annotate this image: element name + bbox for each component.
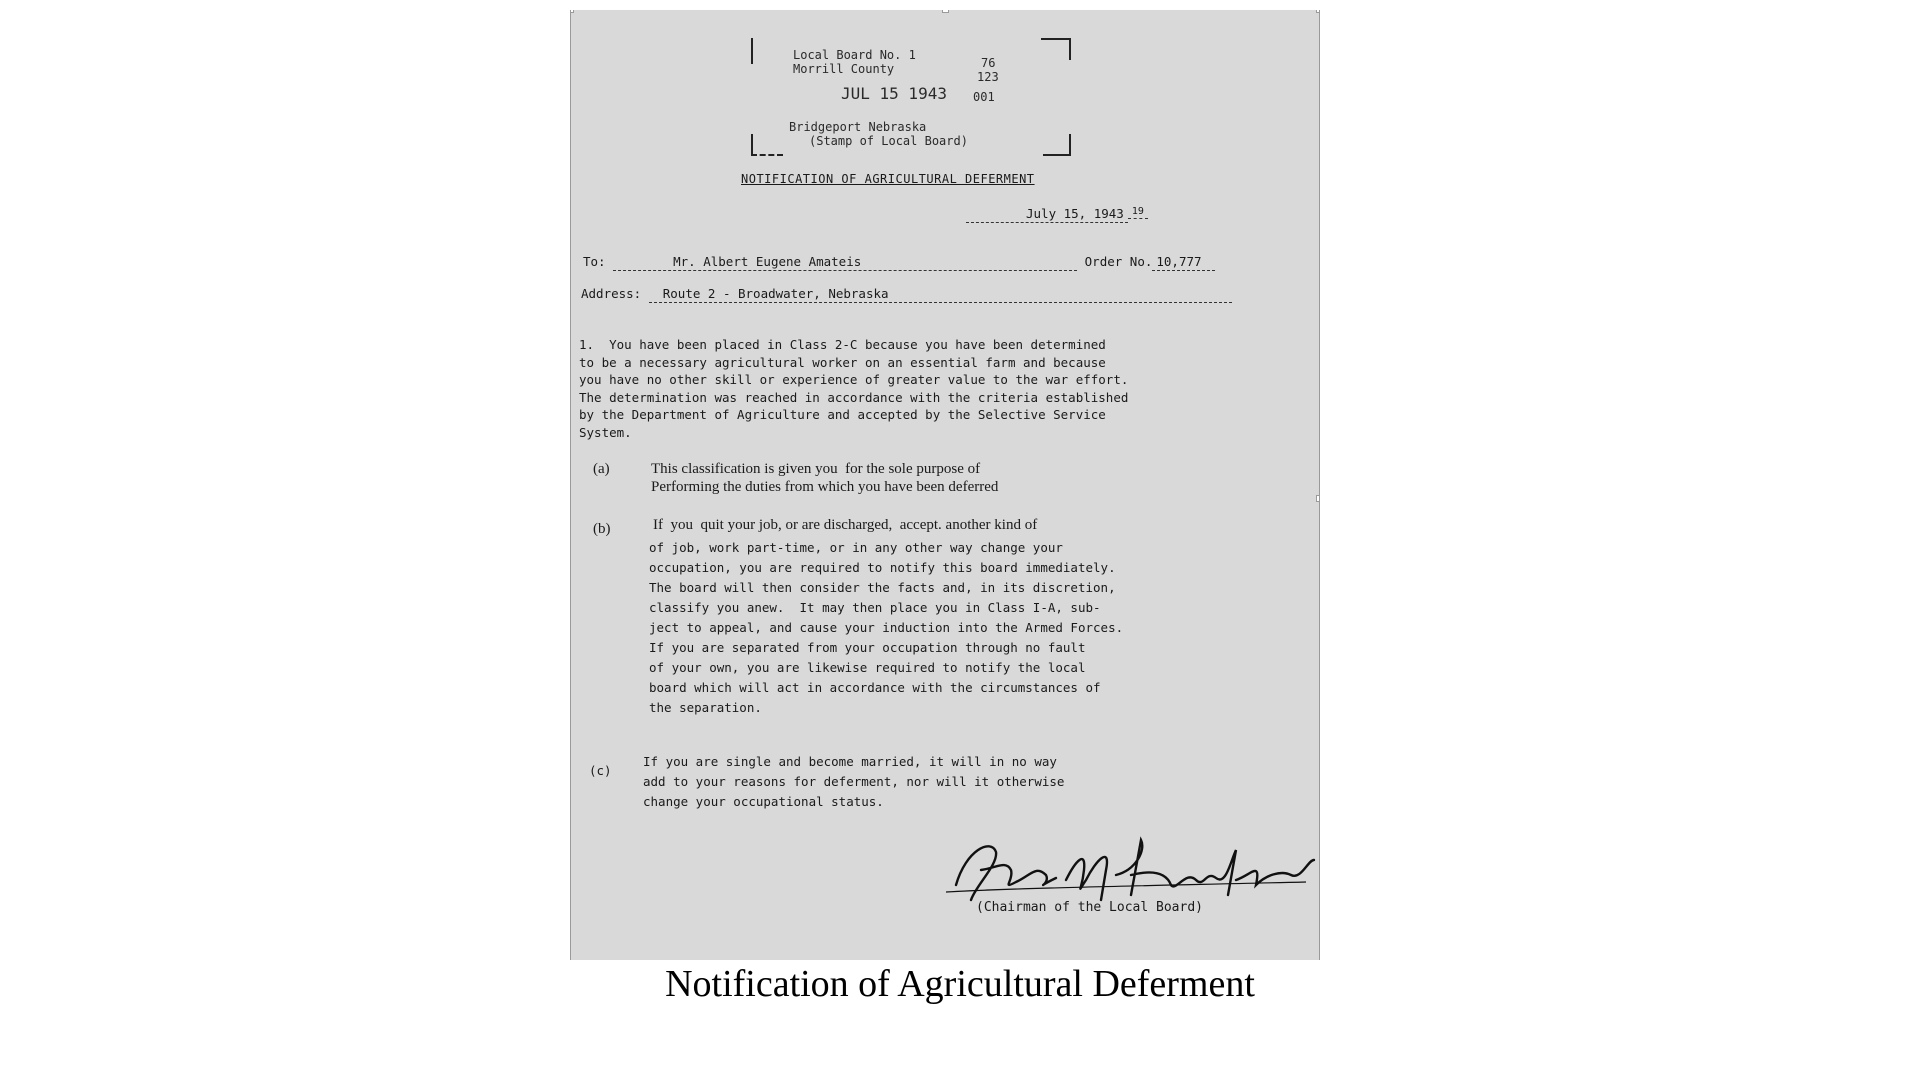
stamp-board: Local Board No. 1 <box>793 48 916 62</box>
scanned-document <box>570 10 1320 960</box>
clause-a-label: (a) <box>593 461 610 477</box>
stamp-corner <box>751 134 783 156</box>
clause-a-text: This classification is given you for the sole purpose of Performing the duties from which you have been deferred <box>651 461 999 495</box>
handwritten-signature-image <box>936 830 1316 910</box>
resize-handle-top-right[interactable] <box>1316 10 1320 13</box>
stamp-corner <box>1043 134 1071 156</box>
local-board-stamp <box>751 38 1071 168</box>
resize-handle-top-left[interactable] <box>570 10 574 13</box>
resize-handle-top[interactable] <box>942 10 949 13</box>
stamp-county: Morrill County <box>793 62 895 76</box>
order-value: 10,777 <box>1152 254 1215 271</box>
date-value: July 15, 1943 <box>966 206 1128 223</box>
document-title: NOTIFICATION OF AGRICULTURAL DEFERMENT <box>741 172 1035 186</box>
date-suffix: 19 <box>1128 206 1148 219</box>
slide-caption: Notification of Agricultural Deferment <box>665 963 1255 1005</box>
order-label: Order No. <box>1084 254 1153 269</box>
stamp-code-1: 76 <box>981 56 996 70</box>
to-value: Mr. Albert Eugene Amateis <box>613 254 1077 271</box>
chairman-signature <box>936 830 1316 925</box>
clause-c-label: (c) <box>589 763 612 778</box>
stamp-corner <box>751 38 767 64</box>
stamp-date: JUL 15 1943 <box>841 84 947 103</box>
clause-c-text: If you are single and become married, it will in no way add to your reasons for deferment, nor will it otherwise change your occupational status. <box>643 754 1065 809</box>
stamp-city: Bridgeport Nebraska <box>789 120 927 134</box>
address-line <box>581 286 1232 303</box>
resize-handle-right[interactable] <box>1316 495 1320 502</box>
stamp-corner <box>1041 38 1071 60</box>
stamp-code-3: 001 <box>973 90 995 104</box>
stamp-code-2: 123 <box>977 70 999 84</box>
clause-b-text: of job, work part-time, or in any other way change your occupation, you are required to notify this board immediately. The board will then consider the facts and, in its discretion, classify you anew. It may then place you in Class I-A, sub- ject to appeal, and cause your induction into the Armed Forces. If you are separated from your occupation through no fault of your own, you are likewise required to notify the local board which will act in accordance with the circumstances of the separation. <box>649 540 1124 715</box>
clause-b-first-line: If you quit your job, or are discharged, accept. another kind of <box>653 517 1038 533</box>
signature-caption: (Chairman of the Local Board) <box>976 900 1203 915</box>
to-line <box>583 254 1215 271</box>
address-value: Route 2 - Broadwater, Nebraska <box>649 286 1232 303</box>
to-label: To: <box>583 254 606 269</box>
date-line <box>966 206 1148 223</box>
paragraph-1: 1. You have been placed in Class 2-C because you have been determined to be a necessary agricultural worker on an essential farm and because you have no other skill or experience of greater value to the war effort. The determination was reached in accordance with the criteria established by the Department of Agriculture and accepted by the Selective Service System. <box>579 337 1129 440</box>
stamp-label: (Stamp of Local Board) <box>809 134 968 148</box>
address-label: Address: <box>581 286 642 301</box>
clause-b-label: (b) <box>593 521 611 537</box>
